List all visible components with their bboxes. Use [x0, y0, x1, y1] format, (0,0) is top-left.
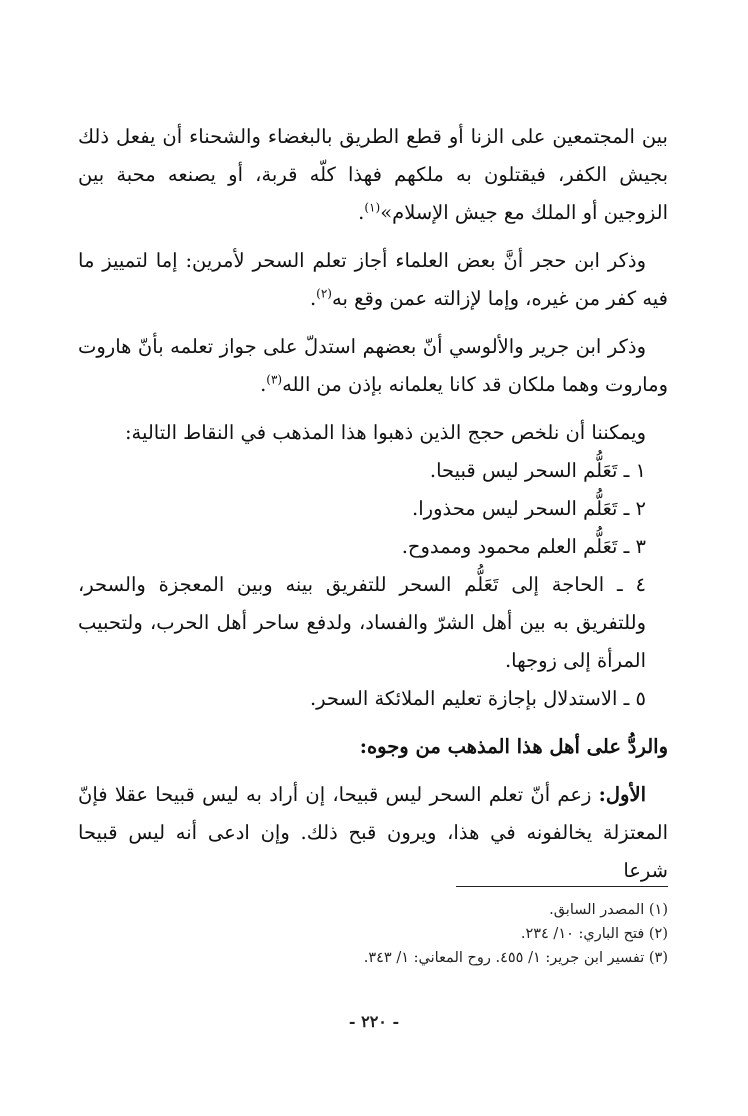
- footnotes: [78, 898, 668, 970]
- paragraph-quote-end: بين المجتمعين على الزنا أو قطع الطريق بالبغضاء والشحناء أن يفعل ذلك بجيش الكفر، فيقتلون به ملكهم فهذا كلّه قربة، أو يصنعه محبة بين الزوجين أو الملك مع جيش الإسلام»$^{(١)}$.: [78, 125, 668, 224]
- main-text: [78, 118, 668, 890]
- point-item: ١ ـ تَعَلُّم السحر ليس قبيحا.: [429, 459, 646, 482]
- paragraph-first-response: [78, 776, 668, 890]
- first-label: الأول:: [598, 783, 646, 806]
- point-item: ٤ ـ الحاجة إلى تَعَلُّم السحر للتفريق بينه وبين المعجزة والسحر، وللتفريق به بين أهل الشرّ والفساد، ولدفع ساحر أهل الحرب، ولتحبيب المرأة إلى زوجها.: [78, 573, 646, 672]
- point-item: ٣ ـ تَعَلُّم العلم محمود وممدوح.: [401, 535, 646, 558]
- response-heading-text: والردُّ على أهل هذا المذهب من وجوه:: [359, 735, 668, 758]
- paragraph-text: وذكر ابن حجر أنَّ بعض العلماء أجاز تعلم السحر لأمرين: إما لتمييز ما فيه كفر من غيره، وإما لإزالته عمن وقع به: [78, 249, 668, 310]
- paragraph-ibn-hajar: وذكر ابن حجر أنَّ بعض العلماء أجاز تعلم السحر لأمرين: إما لتمييز ما فيه كفر من غيره، وإما لإزالته عمن وقع به$^{(٢)}$.: [78, 249, 668, 310]
- paragraph-text: بين المجتمعين على الزنا أو قطع الطريق بالبغضاء والشحناء أن يفعل ذلك بجيش الكفر، فيقتلون به ملكهم فهذا كلّه قربة، أو يصنعه محبة بين الزوجين أو الملك مع جيش الإسلام»: [78, 125, 668, 224]
- footnote-ref: (١): [364, 200, 381, 215]
- footnote-ref: (٣): [266, 372, 283, 387]
- footnote: (١) المصدر السابق.: [549, 902, 668, 918]
- paragraph-ibn-jarir: وذكر ابن جرير والألوسي أنّ بعضهم استدلّ على جواز تعلمه بأنّ هاروت وماروت وهما ملكان قد كانا يعلمانه بإذن من الله$^{(٣)}$.: [78, 335, 668, 396]
- paragraph-text: زعم أنّ تعلم السحر ليس قبيحا، إن أراد به ليس قبيحا عقلا فإنّ المعتزلة يخالفونه في هذا، ويرون قبح ذلك. وإن ادعى أنه ليس قبيحا شرعا: [78, 783, 668, 882]
- points-intro: ويمكننا أن نلخص حجج الذين ذهبوا هذا المذهب في النقاط التالية:: [124, 421, 646, 444]
- point-item: ٢ ـ تَعَلُّم السحر ليس محذورا.: [412, 497, 646, 520]
- paragraph-text: وذكر ابن جرير والألوسي أنّ بعضهم استدلّ على جواز تعلمه بأنّ هاروت وماروت وهما ملكان قد كانا يعلمانه بإذن من الله: [78, 335, 668, 396]
- response-heading: [78, 728, 668, 766]
- footnote-ref: (٢): [316, 286, 332, 301]
- footnote: (٢) فتح الباري: ١٠/ ٢٣٤.: [520, 926, 668, 942]
- footnote: (٣) تفسير ابن جرير: ١/ ٤٥٥. روح المعاني: ١/ ٣٤٣.: [363, 950, 668, 966]
- footnote-divider: [456, 886, 668, 887]
- page-number: - ٢٢٠ -: [348, 1012, 400, 1031]
- point-item: ٥ ـ الاستدلال بإجازة تعليم الملائكة السحر.: [309, 687, 646, 710]
